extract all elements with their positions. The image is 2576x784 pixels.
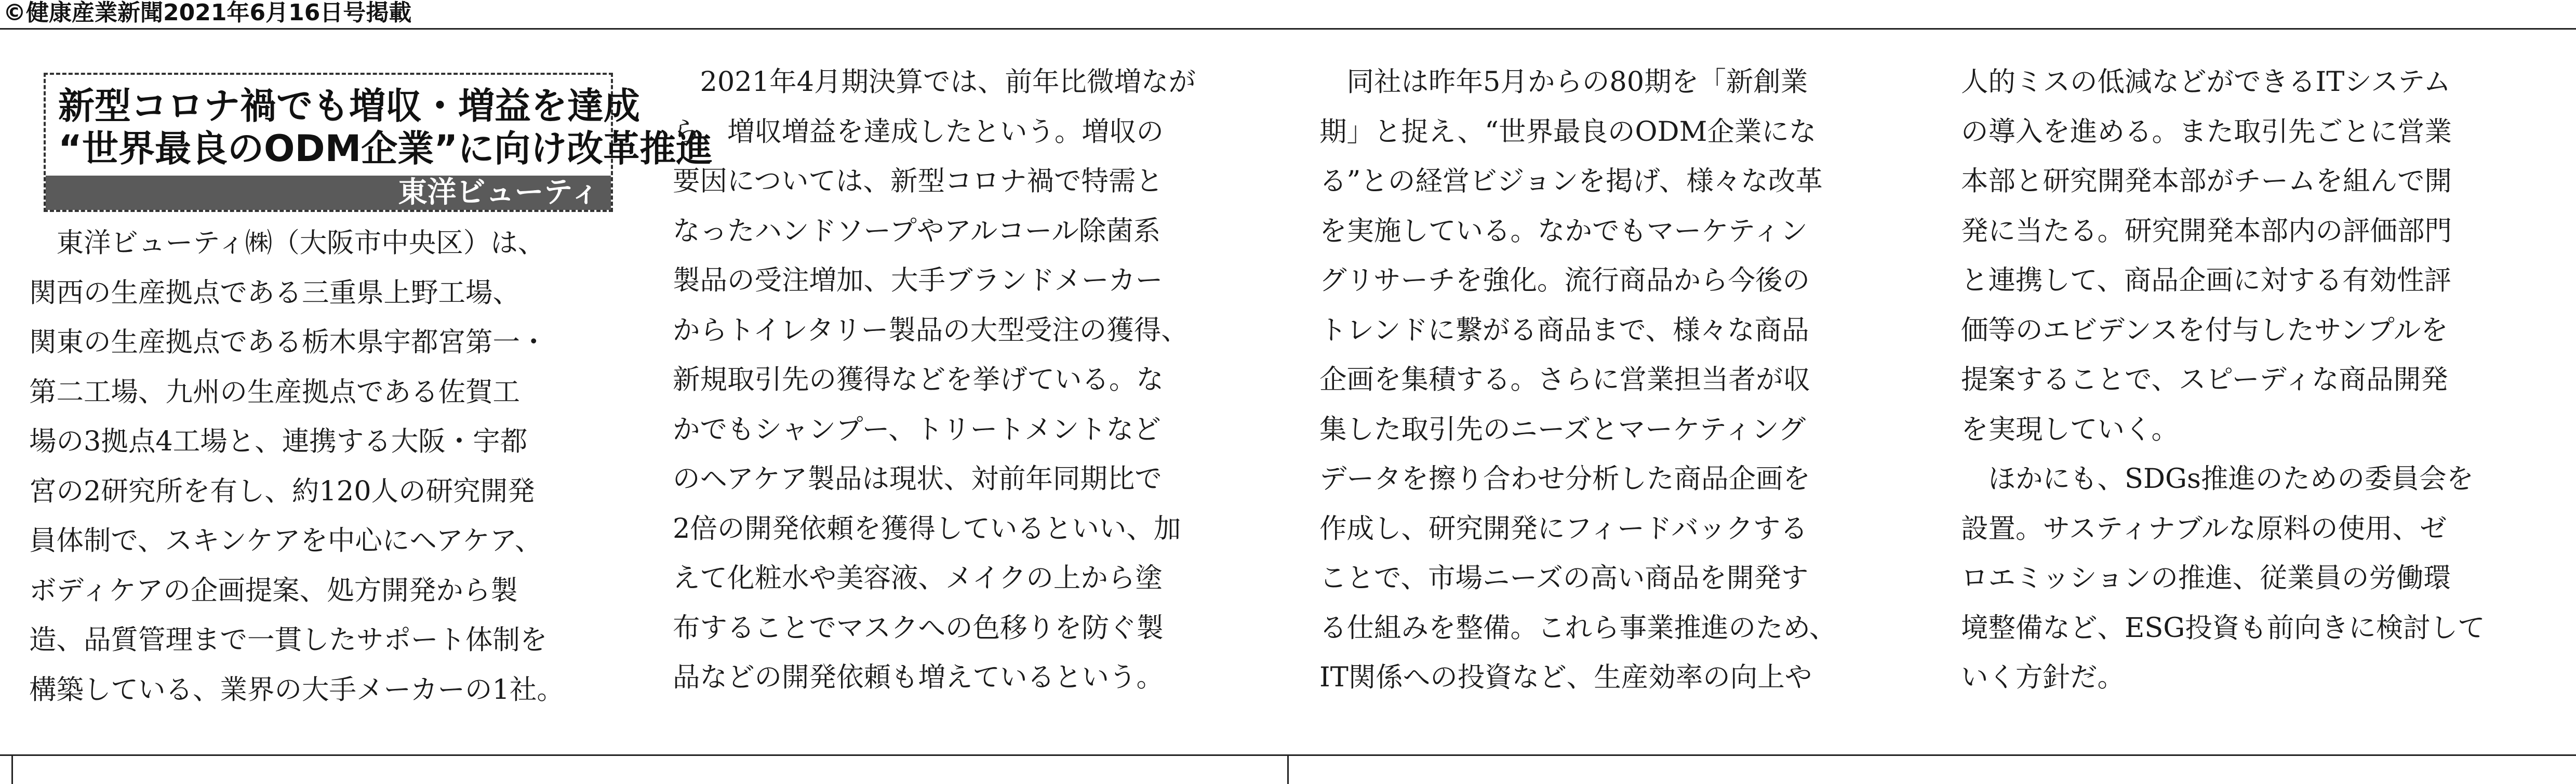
article-line: ほかにも、SDGs推進のための委員会を	[1961, 463, 2474, 495]
article-line: 製品の受注増加、大手ブランドメーカー	[673, 264, 1163, 296]
headline-line-1: 新型コロナ禍でも増収・増益を達成	[58, 85, 640, 127]
article-line: ロエミッションの推進、従業員の労働環	[1961, 562, 2451, 594]
article-line: ことで、市場ニーズの高い商品を開発す	[1319, 562, 1809, 594]
article-line: 員体制で、スキンケアを中心にヘアケア、	[29, 525, 542, 556]
article-column-1	[29, 218, 616, 738]
article-line: 期」と捉え、“世界最良のODM企業にな	[1319, 115, 1817, 148]
article-line: る仕組みを整備。これら事業推進のため、	[1319, 612, 1837, 644]
article-line: 関東の生産拠点である栃木県宇都宮第一・	[29, 326, 548, 358]
article-line: 設置。サスティナブルな原料の使用、ゼ	[1961, 512, 2447, 544]
article-line: 東洋ビューティ㈱（大阪市中央区）は、	[29, 227, 545, 259]
article-line: 価等のエビデンスを付与したサンプルを	[1961, 314, 2448, 346]
article-line: ら、増収増益を達成したという。増収の	[673, 115, 1164, 148]
article-line: 企画を集積する。さらに営業担当者が収	[1319, 364, 1811, 395]
bottom-left-tick	[11, 756, 13, 784]
article-line: 発に当たる。研究開発本部内の評価部門	[1961, 215, 2452, 247]
article-column-4	[1961, 57, 2548, 748]
article-line: 2倍の開発依頼を獲得しているといい、加	[673, 512, 1181, 544]
article-line: 要因については、新型コロナ禍で特需と	[673, 165, 1163, 197]
article-line: いく方針だ。	[1961, 661, 2125, 693]
article-line: えて化粧水や美容液、メイクの上から塗	[673, 562, 1163, 594]
article-line: 場の3拠点4工場と、連携する大阪・宇都	[29, 426, 528, 457]
headline-box	[44, 73, 713, 212]
article-line: からトイレタリー製品の大型受注の獲得、	[673, 314, 1189, 346]
article-line: 宮の2研究所を有し、約120人の研究開発	[29, 475, 535, 507]
top-rule	[0, 28, 2576, 30]
article-line: を実施している。なかでもマーケティン	[1319, 215, 1808, 247]
article-line: 構築している、業界の大手メーカーの1社。	[29, 673, 564, 706]
article-line: 人的ミスの低減などができるITシステム	[1961, 66, 2451, 98]
article-line: 提案することで、スピーディな商品開発	[1961, 364, 2448, 395]
article-line: グリサーチを強化。流行商品から今後の	[1319, 264, 1810, 296]
article-line: 布することでマスクへの色移りを防ぐ製	[673, 612, 1164, 644]
article-line: 2021年4月期決算では、前年比微増なが	[673, 66, 1196, 98]
article-line: かでもシャンプー、トリートメントなど	[673, 413, 1161, 445]
article-line: 第二工場、九州の生産拠点である佐賀工	[29, 376, 520, 408]
article-line: の導入を進める。また取引先ごとに営業	[1961, 115, 2452, 148]
article-line: なったハンドソープやアルコール除菌系	[673, 215, 1161, 247]
article-line: 境整備など、ESG投資も前向きに検討して	[1961, 612, 2485, 644]
article-line: る”との経営ビジョンを掲げ、様々な改革	[1319, 165, 1823, 197]
article-column-3	[1319, 57, 1906, 748]
article-line: 関西の生産拠点である三重県上野工場、	[29, 276, 520, 309]
article-line: 品などの開発依頼も増えているという。	[673, 661, 1164, 693]
article-line: ボディケアの企画提案、処方開発から製	[29, 574, 518, 606]
article-line: 本部と研究開発本部がチームを組んで開	[1961, 165, 2452, 197]
article-line: と連携して、商品企画に対する有効性評	[1961, 264, 2451, 296]
article-line: を実現していく。	[1961, 413, 2179, 445]
article-line: 集した取引先のニーズとマーケティング	[1319, 413, 1806, 445]
article-line: のヘアケア製品は現状、対前年同期比で	[673, 463, 1162, 495]
article-line: IT関係への投資など、生産効率の向上や	[1319, 661, 1812, 693]
company-name-tag: 東洋ビューティ	[46, 176, 611, 210]
article-column-2	[673, 57, 1260, 748]
bottom-center-tick	[1287, 756, 1289, 784]
article-line: トレンドに繋がる商品まで、様々な商品	[1319, 314, 1809, 346]
article-line: 新規取引先の獲得などを挙げている。な	[673, 364, 1164, 395]
article-line: データを擦り合わせ分析した商品企画を	[1319, 463, 1811, 495]
headline-line-2: “世界最良のODM企業”に向け改革推進	[58, 127, 713, 170]
article-line: 同社は昨年5月からの80期を「新創業	[1319, 66, 1808, 98]
article-line: 作成し、研究開発にフィードバックする	[1319, 512, 1808, 544]
article-line: 造、品質管理まで一貫したサポート体制を	[29, 624, 548, 656]
copyright-credit: ©健康産業新聞2021年6月16日号掲載	[3, 0, 412, 26]
